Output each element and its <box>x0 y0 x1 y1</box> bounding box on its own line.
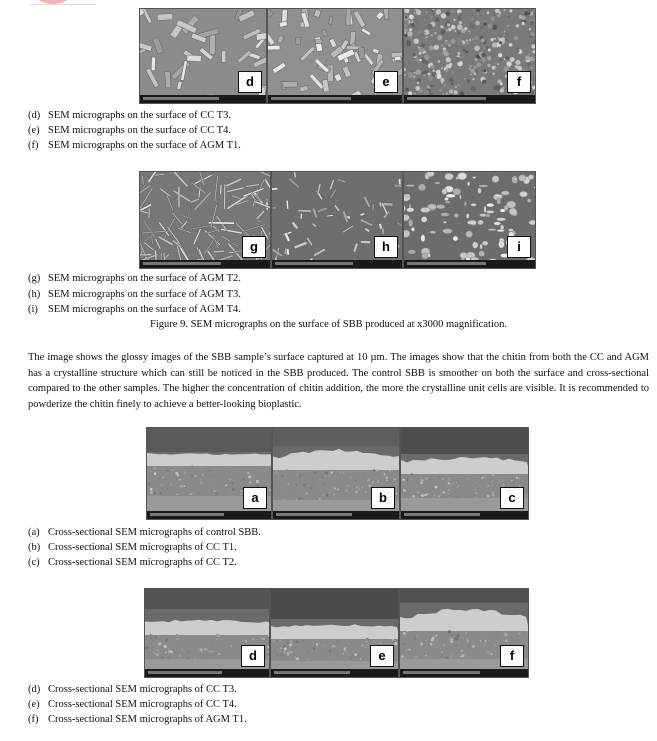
caption-d-cross: (d) Cross-sectional SEM micrographs of CC T3. <box>28 684 237 695</box>
caption-f: (f) SEM micrographs on the surface of AGM T1. <box>28 140 241 151</box>
sem-info-bar <box>140 95 266 103</box>
caption-e-cross: (e) Cross-sectional SEM micrographs of CC T4. <box>28 699 237 710</box>
sem-panel-d-cross-section <box>144 588 270 678</box>
sem-info-bar <box>272 260 402 268</box>
panel-label: c <box>500 487 524 509</box>
caption-h: (h) SEM micrographs on the surface of AGM T3. <box>28 289 241 300</box>
sem-panel-f-cross-section <box>399 588 529 678</box>
panel-label: g <box>242 236 266 258</box>
caption-b-cross: (b) Cross-sectional SEM micrographs of CC T1. <box>28 542 237 553</box>
sem-panel-h-surface <box>271 171 403 269</box>
sem-panel-a-cross-section <box>146 427 272 520</box>
caption-i: (i) SEM micrographs on the surface of AGM T4. <box>28 304 241 315</box>
sem-info-bar <box>140 260 270 268</box>
panel-label: b <box>371 487 395 509</box>
panel-label: h <box>374 236 398 258</box>
panel-label: a <box>243 487 267 509</box>
sem-panel-d-surface <box>139 8 267 104</box>
sem-panel-f-surface <box>403 8 536 104</box>
caption-c-cross: (c) Cross-sectional SEM micrographs of CC T2. <box>28 557 237 568</box>
panel-label: e <box>374 71 398 93</box>
sem-info-bar <box>404 260 535 268</box>
panel-label: f <box>507 71 531 93</box>
sem-info-bar <box>273 511 399 519</box>
panel-label: d <box>241 645 265 667</box>
sem-panel-e-cross-section <box>270 588 399 678</box>
sem-panel-c-cross-section <box>400 427 529 520</box>
logo-fragment <box>30 0 96 5</box>
caption-e: (e) SEM micrographs on the surface of CC T4. <box>28 125 231 136</box>
caption-d: (d) SEM micrographs on the surface of CC T3. <box>28 110 231 121</box>
sem-info-bar <box>404 95 535 103</box>
caption-g: (g) SEM micrographs on the surface of AGM T2. <box>28 273 241 284</box>
sem-panel-g-surface <box>139 171 271 269</box>
panel-label: e <box>370 645 394 667</box>
sem-info-bar <box>147 511 271 519</box>
figure-title: Figure 9. SEM micrographs on the surface of SBB produced at x3000 magnification. <box>150 319 507 330</box>
sem-info-bar <box>271 669 398 677</box>
sem-panel-b-cross-section <box>272 427 400 520</box>
panel-label: f <box>500 645 524 667</box>
body-paragraph: The image shows the glossy images of the SBB sample’s surface captured at 10 µm. The images show that the chitin from both the CC and AGM has a crystalline structure which can still be noticed in the SBB produced. The control SBB is smoother on both the surface and cross-sectional compared to the other samples. The higher the concentration of chitin addition, the more the crystalline unit cells are visible. It is recommended to powderize the chitin finely to achieve a better-looking bioplastic. <box>28 352 649 410</box>
sem-info-bar <box>400 669 528 677</box>
sem-info-bar <box>401 511 528 519</box>
caption-f-cross: (f) Cross-sectional SEM micrographs of AGM T1. <box>28 714 247 725</box>
caption-a-cross: (a) Cross-sectional SEM micrographs of control SBB. <box>28 527 261 538</box>
sem-info-bar <box>145 669 269 677</box>
sem-panel-i-surface <box>403 171 536 269</box>
sem-panel-e-surface <box>267 8 403 104</box>
panel-label: i <box>507 236 531 258</box>
sem-info-bar <box>268 95 402 103</box>
panel-label: d <box>238 71 262 93</box>
